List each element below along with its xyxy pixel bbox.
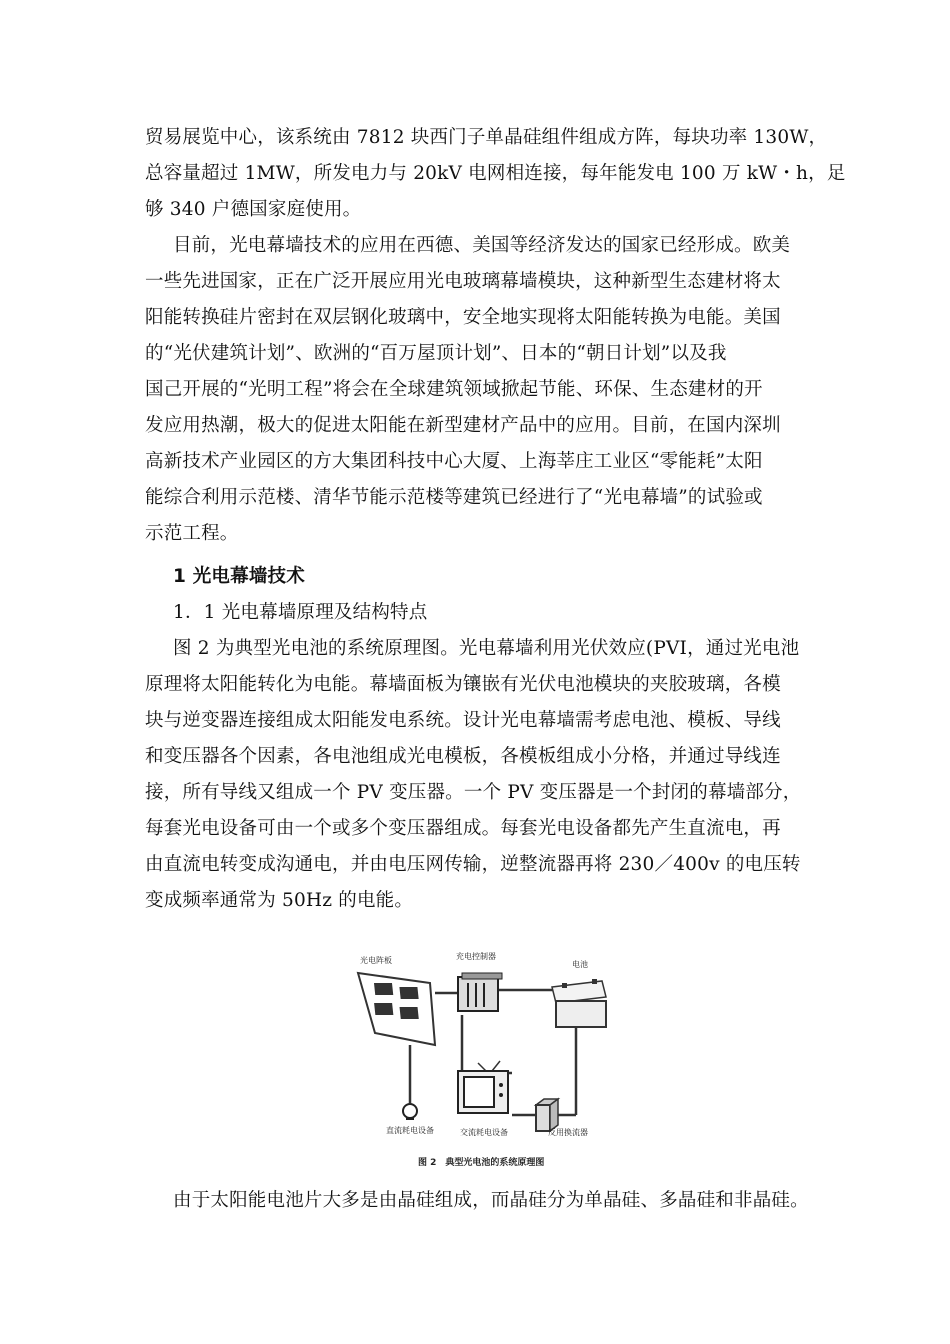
section-heading: 1 光电幕墙技术: [173, 566, 305, 587]
paragraph-line: 示范工程。: [145, 523, 239, 544]
label-panel: 光电阵板: [360, 956, 392, 965]
paragraph-line: 每套光电设备可由一个或多个变压器组成。每套光电设备都先产生直流电，再: [145, 818, 781, 839]
paragraph-line: 发应用热潮，极大的促进太阳能在新型建材产品中的应用。目前，在国内深圳: [145, 415, 781, 436]
paragraph-line: 由直流电转变成沟通电，并由电压网传输，逆整流器再将 230／400v 的电压转: [145, 854, 801, 875]
label-inverter: 反用换流器: [548, 1128, 588, 1137]
paragraph-line: 够 340 户德国家庭使用。: [145, 199, 362, 220]
pv-panel-icon: [358, 973, 435, 1045]
paragraph-line: 原理将太阳能转化为电能。幕墙面板为镶嵌有光伏电池模块的夹胶玻璃，各模: [145, 674, 781, 695]
subsection-heading: 1．1 光电幕墙原理及结构特点: [173, 602, 428, 623]
paragraph-line: 块与逆变器连接组成太阳能发电系统。设计光电幕墙需考虑电池、模板、导线: [145, 710, 781, 731]
figure-caption: 图 2 典型光电池的系统原理图: [418, 1158, 545, 1168]
paragraph-line: 图 2 为典型光电池的系统原理图。光电幕墙利用光伏效应(PVI，通过光电池: [173, 638, 800, 659]
label-battery: 电池: [572, 960, 588, 969]
paragraph-line: 的“光伏建筑计划”、欧洲的“百万屋顶计划”、日本的“朝日计划”以及我: [145, 343, 727, 364]
tv-icon: [458, 1061, 508, 1113]
paragraph-line: 总容量超过 1MW，所发电力与 20kV 电网相连接，每年能发电 100 万 kW・h，足: [145, 163, 846, 184]
paragraph-line: 变成频率通常为 50Hz 的电能。: [145, 890, 414, 911]
paragraph-line: 高新技术产业园区的方大集团科技中心大厦、上海莘庄工业区“零能耗”太阳: [145, 451, 763, 472]
charge-controller-icon: [458, 973, 502, 1011]
paragraph-line: 和变压器各个因素，各电池组成光电模板，各模板组成小分格，并通过导线连: [145, 746, 781, 767]
label-controller: 充电控制器: [456, 952, 496, 961]
label-dc-load: 直流耗电设备: [386, 1126, 434, 1135]
paragraph-line: 能综合利用示范楼、清华节能示范楼等建筑已经进行了“光电幕墙”的试验或: [145, 487, 763, 508]
paragraph-line: 由于太阳能电池片大多是由晶硅组成，而晶硅分为单晶硅、多晶硅和非晶硅。: [173, 1190, 809, 1211]
bulb-icon: [403, 1104, 417, 1119]
paragraph-line: 阳能转换硅片密封在双层钢化玻璃中，安全地实现将太阳能转换为电能。美国: [145, 307, 781, 328]
paragraph-line: 一些先进国家，正在广泛开展应用光电玻璃幕墙模块，这种新型生态建材将太: [145, 271, 781, 292]
paragraph-line: 国己开展的“光明工程”将会在全球建筑领域掀起节能、环保、生态建材的开: [145, 379, 763, 400]
label-ac-load: 交流耗电设备: [460, 1128, 508, 1137]
system-diagram-figure: [340, 945, 630, 1175]
paragraph-line: 目前，光电幕墙技术的应用在西德、美国等经济发达的国家已经形成。欧美: [173, 235, 791, 256]
inverter-icon: [536, 1099, 558, 1131]
paragraph-line: 贸易展览中心，该系统由 7812 块西门子单晶硅组件组成方阵，每块功率 130W，: [145, 127, 828, 148]
battery-icon: [552, 979, 606, 1027]
paragraph-line: 接，所有导线又组成一个 PV 变压器。一个 PV 变压器是一个封闭的幕墙部分，: [145, 782, 802, 803]
